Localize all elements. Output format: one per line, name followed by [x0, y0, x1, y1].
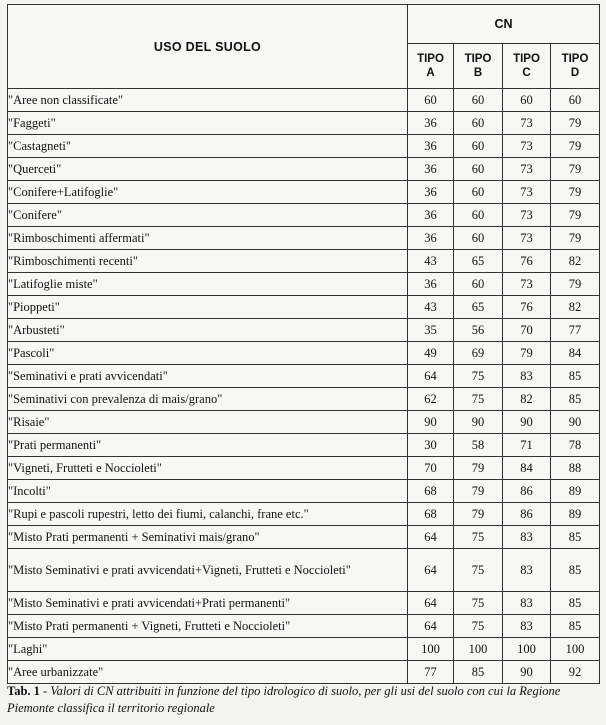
table-row — [8, 503, 600, 526]
land-use-cell: "Aree non classificate" — [8, 89, 408, 112]
cn-value-tipo-b: 79 — [454, 457, 503, 480]
cn-value-tipo-c: 76 — [503, 250, 551, 273]
caption-text: - Valori di CN attribuiti in funzione del tipo idrologico di suolo, per gli usi del suolo con cui la Regione Piemonte classifica il territorio regionale — [7, 684, 561, 715]
cn-value-tipo-d: 79 — [551, 135, 600, 158]
cn-value-tipo-c: 71 — [503, 434, 551, 457]
cn-value-tipo-d: 79 — [551, 181, 600, 204]
land-use-cell: "Seminativi con prevalenza di mais/grano" — [8, 388, 408, 411]
cn-value-tipo-a: 43 — [408, 250, 454, 273]
cn-value-tipo-d: 92 — [551, 661, 600, 684]
cn-value-tipo-b: 75 — [454, 388, 503, 411]
land-use-cell: "Incolti" — [8, 480, 408, 503]
cn-value-tipo-c: 86 — [503, 503, 551, 526]
cn-value-tipo-d: 90 — [551, 411, 600, 434]
table-row — [8, 661, 600, 684]
cn-value-tipo-b: 56 — [454, 319, 503, 342]
cn-value-tipo-b: 75 — [454, 526, 503, 549]
cn-value-tipo-a: 77 — [408, 661, 454, 684]
land-use-cell: "Seminativi e prati avvicendati" — [8, 365, 408, 388]
cn-value-tipo-a: 68 — [408, 503, 454, 526]
cn-value-tipo-c: 84 — [503, 457, 551, 480]
cn-value-tipo-a: 36 — [408, 135, 454, 158]
land-use-cell: "Rimboschimenti affermati" — [8, 227, 408, 250]
header-tipo-c: TIPO C — [503, 44, 551, 89]
cn-value-tipo-b: 60 — [454, 112, 503, 135]
land-use-cell: "Misto Seminativi e prati avvicendati+Prati permanenti" — [8, 592, 408, 615]
cn-value-tipo-c: 73 — [503, 227, 551, 250]
caption-label: Tab. 1 — [7, 684, 40, 698]
table-caption — [7, 683, 603, 717]
cn-value-tipo-a: 64 — [408, 365, 454, 388]
cn-value-tipo-b: 60 — [454, 227, 503, 250]
header-tipo-d: TIPO D — [551, 44, 600, 89]
cn-value-tipo-b: 60 — [454, 135, 503, 158]
cn-value-tipo-d: 85 — [551, 526, 600, 549]
table-row — [8, 411, 600, 434]
cn-value-tipo-d: 85 — [551, 365, 600, 388]
cn-value-tipo-b: 100 — [454, 638, 503, 661]
cn-value-tipo-d: 85 — [551, 615, 600, 638]
cn-value-tipo-a: 36 — [408, 204, 454, 227]
land-use-cell: "Vigneti, Frutteti e Noccioleti" — [8, 457, 408, 480]
cn-value-tipo-d: 85 — [551, 549, 600, 592]
cn-value-tipo-d: 89 — [551, 503, 600, 526]
cn-value-tipo-a: 90 — [408, 411, 454, 434]
table-row — [8, 112, 600, 135]
cn-value-tipo-c: 73 — [503, 135, 551, 158]
land-use-cell: "Rupi e pascoli rupestri, letto dei fiumi, calanchi, frane etc." — [8, 503, 408, 526]
cn-value-tipo-b: 90 — [454, 411, 503, 434]
cn-value-tipo-b: 60 — [454, 204, 503, 227]
land-use-cell: "Latifoglie miste" — [8, 273, 408, 296]
cn-value-tipo-c: 90 — [503, 411, 551, 434]
cn-value-tipo-b: 75 — [454, 592, 503, 615]
table-row — [8, 296, 600, 319]
cn-value-tipo-a: 64 — [408, 549, 454, 592]
cn-value-tipo-a: 70 — [408, 457, 454, 480]
land-use-cell: "Castagneti" — [8, 135, 408, 158]
cn-value-tipo-d: 77 — [551, 319, 600, 342]
cn-value-tipo-b: 75 — [454, 365, 503, 388]
header-tipo-a: TIPO A — [408, 44, 454, 89]
cn-value-tipo-c: 86 — [503, 480, 551, 503]
cn-value-tipo-a: 36 — [408, 273, 454, 296]
cn-value-tipo-d: 82 — [551, 250, 600, 273]
cn-value-tipo-c: 73 — [503, 112, 551, 135]
table-row — [8, 89, 600, 112]
land-use-cell: "Arbusteti" — [8, 319, 408, 342]
land-use-cell: "Misto Prati permanenti + Seminativi mais/grano" — [8, 526, 408, 549]
cn-value-tipo-b: 79 — [454, 480, 503, 503]
cn-table — [7, 4, 600, 684]
cn-value-tipo-c: 83 — [503, 592, 551, 615]
land-use-cell: "Pascoli" — [8, 342, 408, 365]
table-row — [8, 158, 600, 181]
land-use-cell: "Pioppeti" — [8, 296, 408, 319]
cn-value-tipo-b: 60 — [454, 181, 503, 204]
cn-value-tipo-a: 68 — [408, 480, 454, 503]
cn-value-tipo-c: 73 — [503, 181, 551, 204]
cn-value-tipo-d: 79 — [551, 227, 600, 250]
header-uso-del-suolo: USO DEL SUOLO — [8, 5, 408, 89]
land-use-cell: "Misto Prati permanenti + Vigneti, Frutteti e Noccioleti" — [8, 615, 408, 638]
table-row — [8, 526, 600, 549]
table-row — [8, 319, 600, 342]
table-row — [8, 480, 600, 503]
cn-value-tipo-d: 60 — [551, 89, 600, 112]
table-row — [8, 365, 600, 388]
cn-value-tipo-b: 58 — [454, 434, 503, 457]
cn-value-tipo-b: 85 — [454, 661, 503, 684]
cn-value-tipo-a: 36 — [408, 112, 454, 135]
cn-value-tipo-a: 43 — [408, 296, 454, 319]
cn-value-tipo-b: 75 — [454, 615, 503, 638]
cn-value-tipo-b: 65 — [454, 250, 503, 273]
cn-value-tipo-b: 69 — [454, 342, 503, 365]
cn-value-tipo-d: 88 — [551, 457, 600, 480]
cn-value-tipo-b: 75 — [454, 549, 503, 592]
header-row-top — [8, 5, 600, 44]
table-row — [8, 135, 600, 158]
table-row — [8, 204, 600, 227]
cn-value-tipo-c: 82 — [503, 388, 551, 411]
table-body — [8, 89, 600, 684]
land-use-cell: "Aree urbanizzate" — [8, 661, 408, 684]
land-use-cell: "Prati permanenti" — [8, 434, 408, 457]
cn-value-tipo-d: 89 — [551, 480, 600, 503]
land-use-cell: "Conifere+Latifoglie" — [8, 181, 408, 204]
cn-value-tipo-a: 36 — [408, 158, 454, 181]
cn-value-tipo-c: 60 — [503, 89, 551, 112]
cn-value-tipo-c: 73 — [503, 158, 551, 181]
cn-value-tipo-a: 60 — [408, 89, 454, 112]
cn-value-tipo-c: 83 — [503, 549, 551, 592]
cn-value-tipo-d: 85 — [551, 388, 600, 411]
cn-value-tipo-c: 90 — [503, 661, 551, 684]
cn-value-tipo-a: 36 — [408, 227, 454, 250]
cn-value-tipo-a: 64 — [408, 526, 454, 549]
table-row — [8, 638, 600, 661]
cn-value-tipo-c: 100 — [503, 638, 551, 661]
cn-value-tipo-d: 84 — [551, 342, 600, 365]
cn-value-tipo-a: 30 — [408, 434, 454, 457]
cn-value-tipo-b: 79 — [454, 503, 503, 526]
cn-value-tipo-d: 78 — [551, 434, 600, 457]
land-use-cell: "Faggeti" — [8, 112, 408, 135]
table-row — [8, 250, 600, 273]
header-tipo-b: TIPO B — [454, 44, 503, 89]
cn-value-tipo-b: 60 — [454, 89, 503, 112]
cn-value-tipo-a: 64 — [408, 592, 454, 615]
land-use-cell: "Querceti" — [8, 158, 408, 181]
cn-value-tipo-c: 83 — [503, 365, 551, 388]
cn-value-tipo-c: 76 — [503, 296, 551, 319]
cn-value-tipo-c: 70 — [503, 319, 551, 342]
cn-value-tipo-a: 49 — [408, 342, 454, 365]
cn-value-tipo-b: 65 — [454, 296, 503, 319]
cn-value-tipo-d: 79 — [551, 273, 600, 296]
cn-value-tipo-c: 83 — [503, 526, 551, 549]
table-row — [8, 457, 600, 480]
cn-value-tipo-a: 100 — [408, 638, 454, 661]
cn-value-tipo-a: 36 — [408, 181, 454, 204]
cn-value-tipo-a: 62 — [408, 388, 454, 411]
table-row — [8, 227, 600, 250]
land-use-cell: "Risaie" — [8, 411, 408, 434]
cn-value-tipo-b: 60 — [454, 158, 503, 181]
table-row — [8, 549, 600, 592]
table-row — [8, 181, 600, 204]
cn-value-tipo-c: 79 — [503, 342, 551, 365]
land-use-cell: "Misto Seminativi e prati avvicendati+Vigneti, Frutteti e Noccioleti" — [8, 549, 408, 592]
cn-value-tipo-a: 64 — [408, 615, 454, 638]
cn-value-tipo-d: 79 — [551, 204, 600, 227]
land-use-cell: "Rimboschimenti recenti" — [8, 250, 408, 273]
header-cn: CN — [408, 5, 600, 44]
cn-value-tipo-c: 83 — [503, 615, 551, 638]
table-row — [8, 273, 600, 296]
land-use-cell: "Laghi" — [8, 638, 408, 661]
table-row — [8, 434, 600, 457]
table-row — [8, 342, 600, 365]
cn-value-tipo-d: 82 — [551, 296, 600, 319]
cn-value-tipo-d: 79 — [551, 158, 600, 181]
table-row — [8, 592, 600, 615]
cn-value-tipo-d: 85 — [551, 592, 600, 615]
cn-value-tipo-b: 60 — [454, 273, 503, 296]
cn-value-tipo-d: 79 — [551, 112, 600, 135]
table-row — [8, 388, 600, 411]
cn-value-tipo-c: 73 — [503, 204, 551, 227]
table-row — [8, 615, 600, 638]
cn-value-tipo-d: 100 — [551, 638, 600, 661]
cn-value-tipo-a: 35 — [408, 319, 454, 342]
land-use-cell: "Conifere" — [8, 204, 408, 227]
cn-value-tipo-c: 73 — [503, 273, 551, 296]
